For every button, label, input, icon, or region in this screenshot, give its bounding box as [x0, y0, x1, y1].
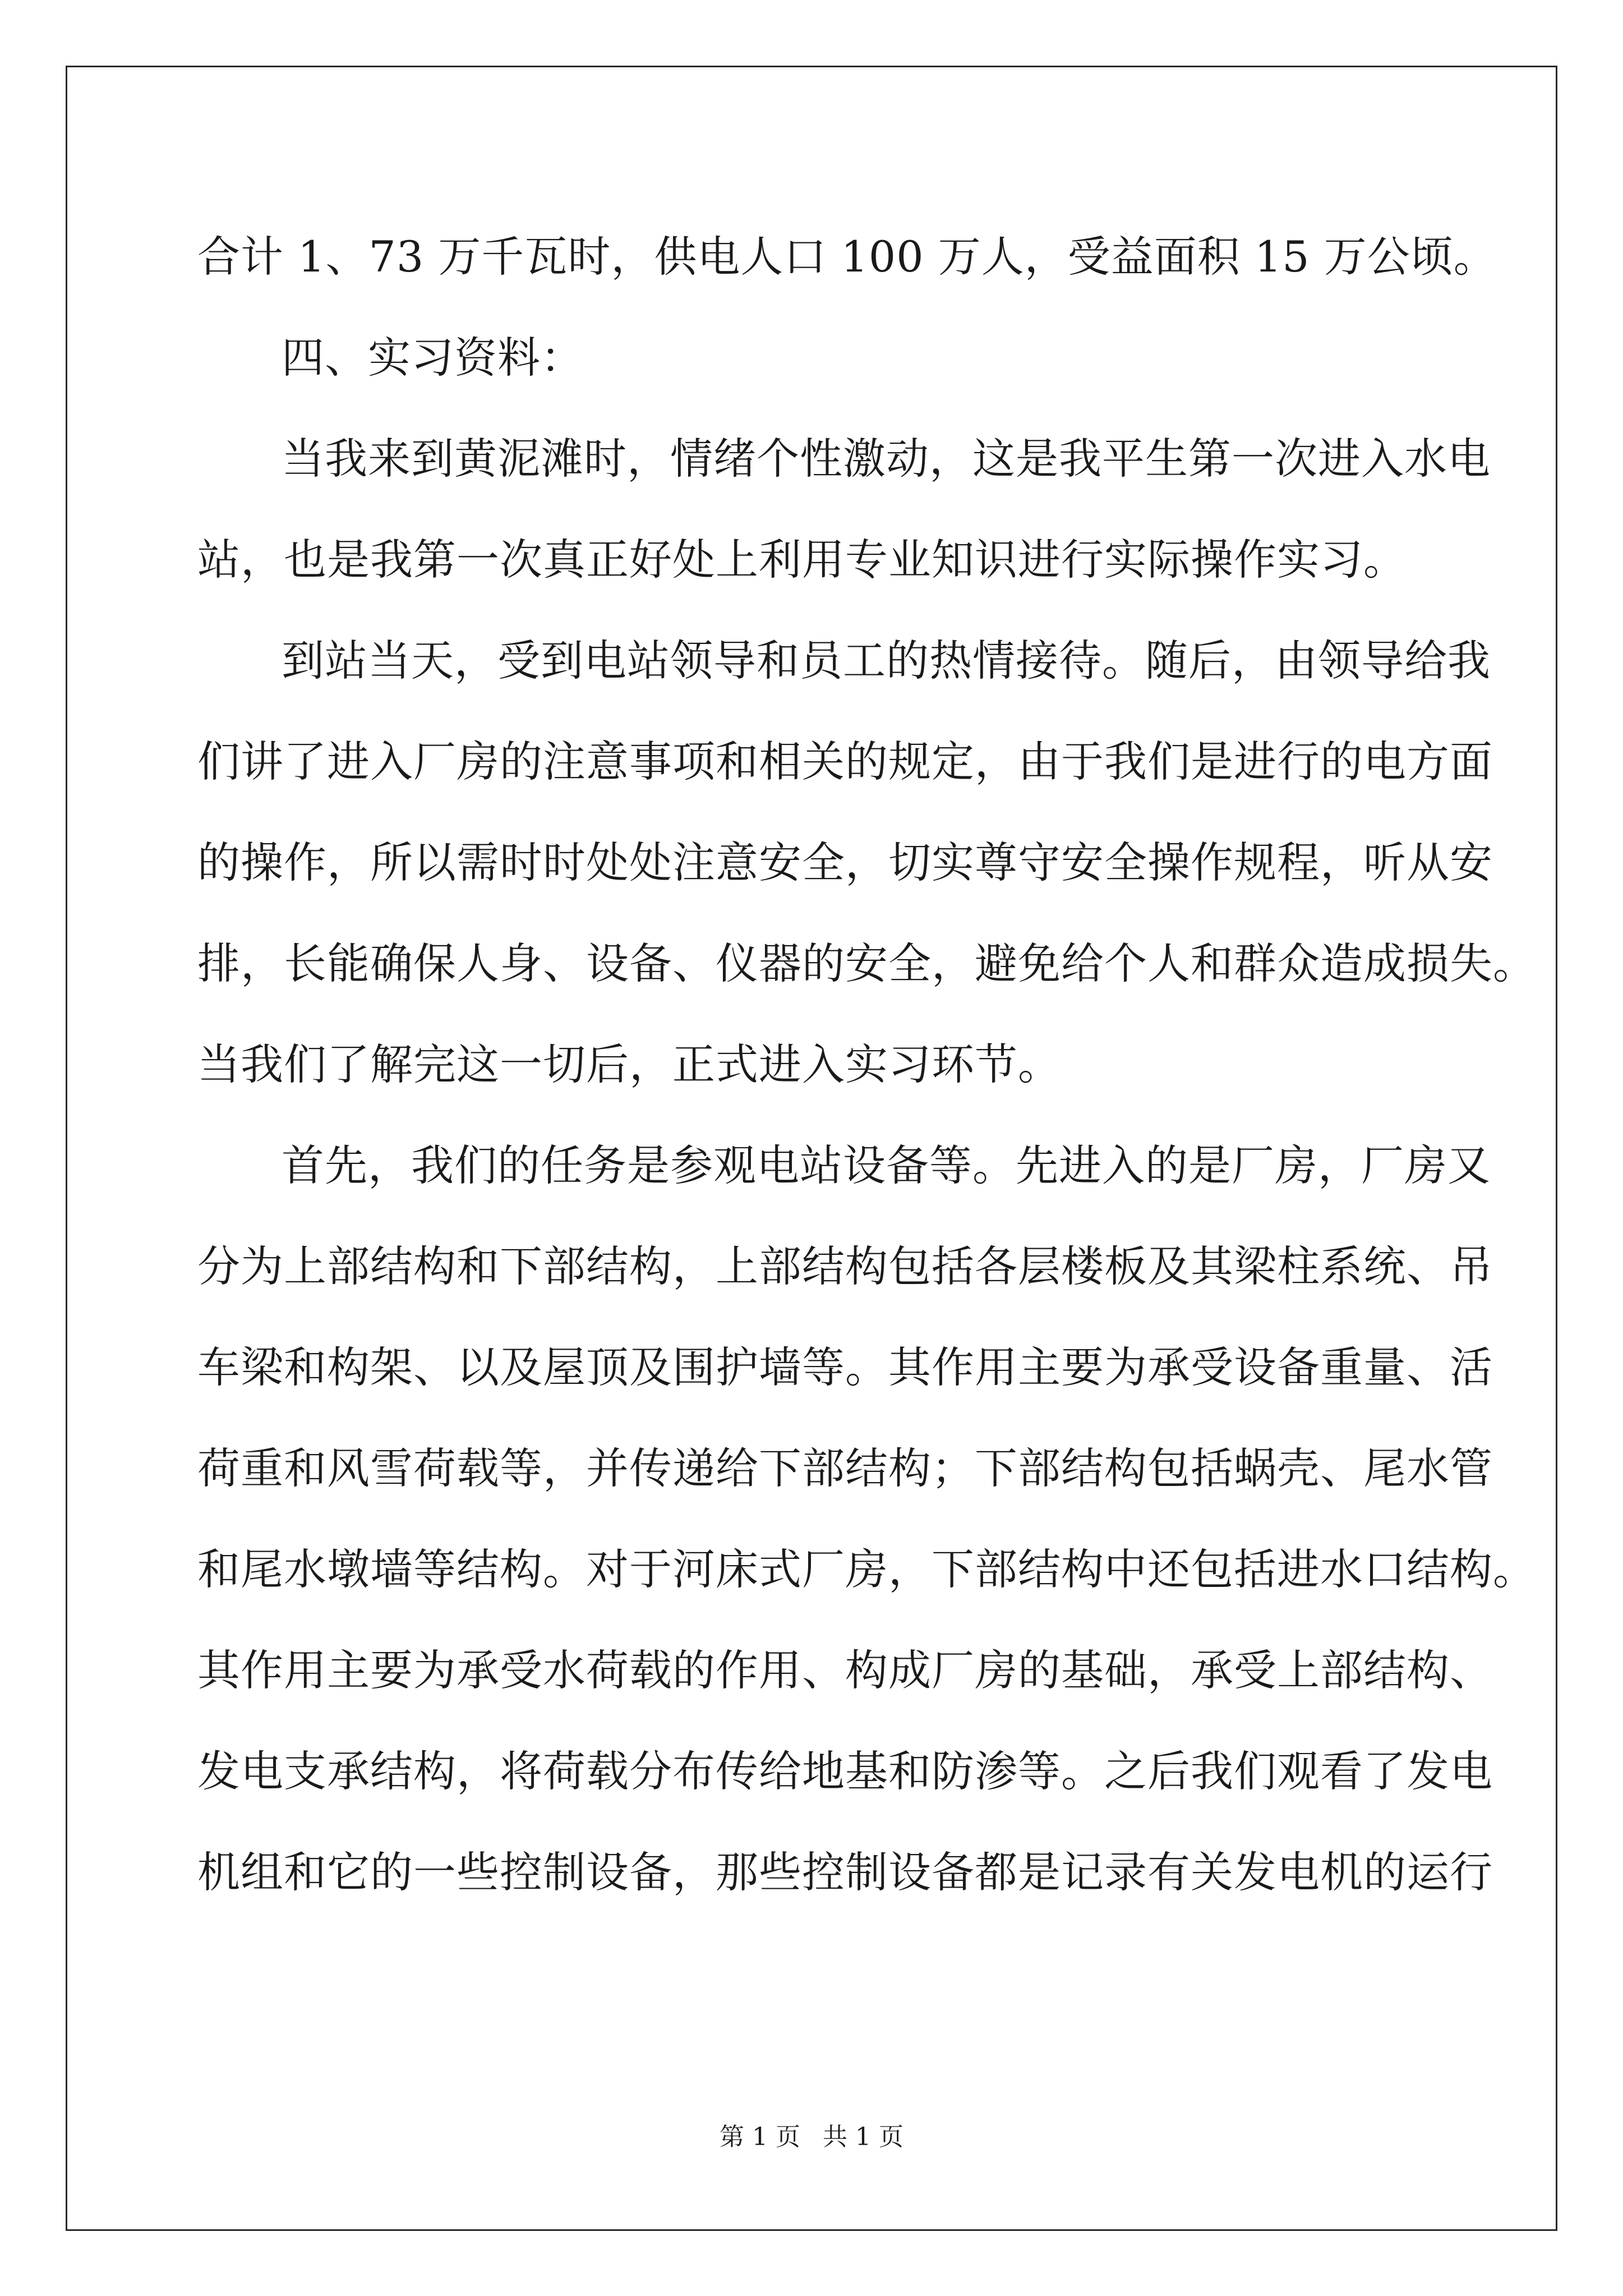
text-line: 其作用主要为承受水荷载的作用、构成厂房的基础，承受上部结构、: [197, 1645, 1493, 1695]
page-number-current: 第 1 页: [720, 2123, 800, 2151]
text-line: 合计 1、73 万千瓦时，供电人口 100 万人，受益面积 15 万公顷。: [197, 232, 1497, 282]
text-line: 的操作，所以需时时处处注意安全，切实尊守安全操作规程，听从安: [197, 838, 1493, 887]
text-line: 荷重和风雪荷载等，并传递给下部结构；下部结构包括蜗壳、尾水管: [197, 1443, 1493, 1493]
text-line: 机组和它的一些控制设备，那些控制设备都是记录有关发电机的运行: [197, 1847, 1493, 1897]
text-line: 分为上部结构和下部结构，上部结构包括各层楼板及其梁柱系统、吊: [197, 1241, 1493, 1291]
text-line: 首先，我们的任务是参观电站设备等。先进入的是厂房，厂房又: [282, 1140, 1491, 1190]
text-line: 和尾水墩墙等结构。对于河床式厂房，下部结构中还包括进水口结构。: [197, 1544, 1536, 1594]
text-line: 们讲了进入厂房的注意事项和相关的规定，由于我们是进行的电方面: [197, 737, 1493, 786]
text-line: 站，也是我第一次真正好处上利用专业知识进行实际操作实习。: [197, 535, 1407, 585]
page-footer: [0, 2125, 1623, 2150]
text-line: 排，长能确保人身、设备、仪器的安全，避免给个人和群众造成损失。: [197, 938, 1536, 988]
page-number-total: 共 1 页: [823, 2123, 903, 2151]
text-line: 车梁和构架、以及屋顶及围护墙等。其作用主要为承受设备重量、活: [197, 1342, 1493, 1392]
section-heading: 四、实习资料：: [282, 333, 584, 383]
text-line: 当我们了解完这一切后，正式进入实习环节。: [197, 1039, 1061, 1089]
text-line: 当我来到黄泥滩时，情绪个性激动，这是我平生第一次进入水电: [282, 434, 1491, 484]
text-line: 发电支承结构，将荷载分布传给地基和防渗等。之后我们观看了发电: [197, 1746, 1493, 1796]
text-line: 到站当天，受到电站领导和员工的热情接待。随后，由领导给我: [282, 636, 1491, 685]
